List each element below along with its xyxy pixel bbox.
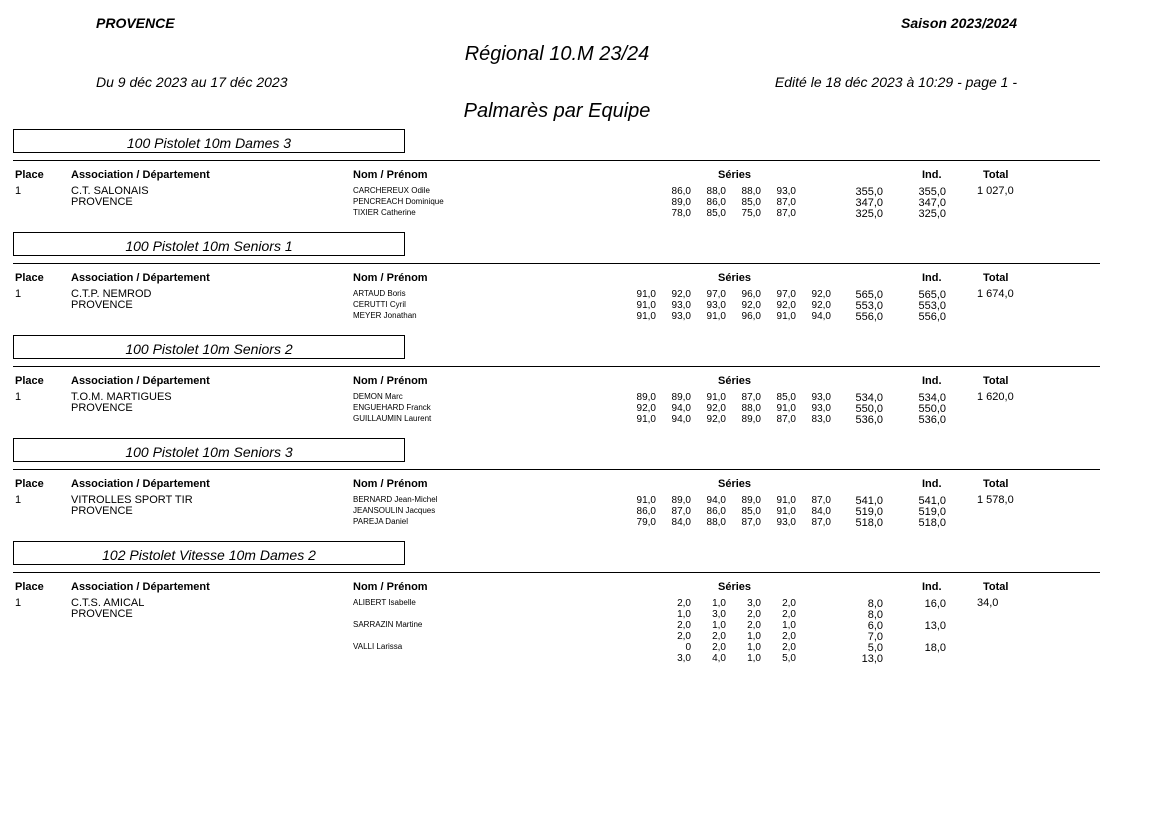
series-score: 92,0 xyxy=(776,300,796,311)
series-score: 87,0 xyxy=(811,517,831,528)
series-score: 91,0 xyxy=(776,311,796,322)
region-label: PROVENCE xyxy=(96,15,175,31)
series-score: 91,0 xyxy=(636,289,656,300)
series-score: 88,0 xyxy=(741,186,761,197)
series-score: 87,0 xyxy=(776,414,796,425)
shooter-name: ARTAUD Boris xyxy=(353,289,406,298)
col-header-name: Nom / Prénom xyxy=(353,478,428,490)
series-score: 92,0 xyxy=(811,289,831,300)
individual-score: 325,0 xyxy=(918,208,946,220)
series-score: 89,0 xyxy=(671,392,691,403)
series-sum: 325,0 xyxy=(855,208,883,220)
date-range: Du 9 déc 2023 au 17 déc 2023 xyxy=(96,74,288,90)
team-club: C.T.P. NEMROD xyxy=(71,288,152,300)
series-score: 89,0 xyxy=(741,495,761,506)
section-divider xyxy=(13,263,1100,264)
team-total: 34,0 xyxy=(977,597,999,609)
col-header-place: Place xyxy=(15,375,44,387)
col-header-total: Total xyxy=(983,375,1009,387)
col-header-name: Nom / Prénom xyxy=(353,169,428,181)
event-title: 100 Pistolet 10m Seniors 1 xyxy=(125,238,293,254)
series-score: 91,0 xyxy=(636,495,656,506)
col-header-series: Séries xyxy=(718,581,752,593)
series-score: 97,0 xyxy=(706,289,726,300)
individual-score: 536,0 xyxy=(918,414,946,426)
series-score: 87,0 xyxy=(776,208,796,219)
section-divider xyxy=(13,160,1100,161)
series-score: 93,0 xyxy=(706,300,726,311)
shooter-name: PAREJA Daniel xyxy=(353,517,408,526)
series-score: 96,0 xyxy=(741,289,761,300)
col-header-series: Séries xyxy=(718,375,752,387)
series-score: 88,0 xyxy=(706,517,726,528)
series-score: 92,0 xyxy=(706,414,726,425)
team-total: 1 027,0 xyxy=(977,185,1014,197)
series-score: 2,0 xyxy=(747,609,761,620)
col-header-total: Total xyxy=(983,272,1009,284)
individual-score: 518,0 xyxy=(918,517,946,529)
team-place: 1 xyxy=(15,288,22,300)
individual-score: 355,0 xyxy=(918,186,946,198)
series-score: 91,0 xyxy=(636,414,656,425)
shooter-name: BERNARD Jean-Michel xyxy=(353,495,438,504)
event-title: 102 Pistolet Vitesse 10m Dames 2 xyxy=(102,547,316,563)
series-score: 79,0 xyxy=(636,517,656,528)
series-score: 2,0 xyxy=(712,631,726,642)
series-score: 86,0 xyxy=(671,186,691,197)
series-sum: 7,0 xyxy=(867,631,883,643)
individual-score: 565,0 xyxy=(918,289,946,301)
series-score: 87,0 xyxy=(741,392,761,403)
col-header-assoc: Association / Département xyxy=(71,375,210,387)
series-score: 92,0 xyxy=(706,403,726,414)
individual-score: 553,0 xyxy=(918,300,946,312)
col-header-ind: Ind. xyxy=(922,581,942,593)
series-score: 85,0 xyxy=(741,197,761,208)
series-score: 93,0 xyxy=(811,403,831,414)
event-title-box xyxy=(13,232,405,256)
series-score: 2,0 xyxy=(782,642,796,653)
series-score: 2,0 xyxy=(677,598,691,609)
series-score: 1,0 xyxy=(677,609,691,620)
series-sum: 8,0 xyxy=(867,598,883,610)
series-score: 92,0 xyxy=(741,300,761,311)
series-score: 83,0 xyxy=(811,414,831,425)
series-score: 91,0 xyxy=(776,495,796,506)
series-score: 91,0 xyxy=(636,300,656,311)
series-score: 84,0 xyxy=(811,506,831,517)
section-divider xyxy=(13,572,1100,573)
series-score: 2,0 xyxy=(747,620,761,631)
series-sum: 519,0 xyxy=(855,506,883,518)
series-score: 93,0 xyxy=(811,392,831,403)
series-score: 1,0 xyxy=(747,631,761,642)
series-score: 87,0 xyxy=(776,197,796,208)
series-score: 89,0 xyxy=(671,495,691,506)
series-sum: 536,0 xyxy=(855,414,883,426)
event-title-box xyxy=(13,541,405,565)
series-sum: 565,0 xyxy=(855,289,883,301)
series-score: 78,0 xyxy=(671,208,691,219)
col-header-place: Place xyxy=(15,272,44,284)
series-score: 91,0 xyxy=(776,403,796,414)
col-header-total: Total xyxy=(983,169,1009,181)
shooter-name: GUILLAUMIN Laurent xyxy=(353,414,432,423)
section-divider xyxy=(13,366,1100,367)
team-club: VITROLLES SPORT TIR xyxy=(71,494,193,506)
team-place: 1 xyxy=(15,391,22,403)
series-score: 94,0 xyxy=(671,403,691,414)
col-header-ind: Ind. xyxy=(922,272,942,284)
col-header-place: Place xyxy=(15,581,44,593)
series-score: 1,0 xyxy=(712,620,726,631)
individual-score: 541,0 xyxy=(918,495,946,507)
event-title-box xyxy=(13,438,405,462)
series-sum: 347,0 xyxy=(855,197,883,209)
series-score: 88,0 xyxy=(706,186,726,197)
series-score: 93,0 xyxy=(776,186,796,197)
series-sum: 553,0 xyxy=(855,300,883,312)
series-score: 86,0 xyxy=(706,197,726,208)
col-header-series: Séries xyxy=(718,169,752,181)
series-sum: 13,0 xyxy=(861,653,883,665)
series-score: 85,0 xyxy=(776,392,796,403)
individual-score: 13,0 xyxy=(924,620,946,632)
series-score: 96,0 xyxy=(741,311,761,322)
series-score: 87,0 xyxy=(811,495,831,506)
individual-score: 556,0 xyxy=(918,311,946,323)
series-score: 75,0 xyxy=(741,208,761,219)
individual-score: 550,0 xyxy=(918,403,946,415)
series-score: 92,0 xyxy=(811,300,831,311)
series-score: 89,0 xyxy=(671,197,691,208)
individual-score: 16,0 xyxy=(924,598,946,610)
shooter-name: SARRAZIN Martine xyxy=(353,620,423,629)
series-score: 2,0 xyxy=(677,620,691,631)
col-header-total: Total xyxy=(983,478,1009,490)
col-header-ind: Ind. xyxy=(922,375,942,387)
shooter-name: DEMON Marc xyxy=(353,392,403,401)
season-label: Saison 2023/2024 xyxy=(901,15,1017,31)
series-score: 3,0 xyxy=(712,609,726,620)
series-score: 5,0 xyxy=(782,653,796,664)
series-score: 92,0 xyxy=(636,403,656,414)
individual-score: 519,0 xyxy=(918,506,946,518)
team-club: T.O.M. MARTIGUES xyxy=(71,391,172,403)
series-score: 2,0 xyxy=(782,631,796,642)
team-place: 1 xyxy=(15,494,22,506)
col-header-series: Séries xyxy=(718,478,752,490)
series-score: 87,0 xyxy=(671,506,691,517)
page-title: Régional 10.M 23/24 xyxy=(464,43,650,65)
individual-score: 18,0 xyxy=(924,642,946,654)
event-title-box xyxy=(13,335,405,359)
col-header-total: Total xyxy=(983,581,1009,593)
series-score: 0 xyxy=(685,642,691,653)
series-sum: 541,0 xyxy=(855,495,883,507)
series-score: 91,0 xyxy=(776,506,796,517)
team-dept: PROVENCE xyxy=(71,402,133,414)
series-score: 97,0 xyxy=(776,289,796,300)
col-header-name: Nom / Prénom xyxy=(353,581,428,593)
series-score: 2,0 xyxy=(782,598,796,609)
individual-score: 347,0 xyxy=(918,197,946,209)
col-header-place: Place xyxy=(15,169,44,181)
series-score: 2,0 xyxy=(712,642,726,653)
event-title: 100 Pistolet 10m Dames 3 xyxy=(126,135,292,151)
col-header-assoc: Association / Département xyxy=(71,272,210,284)
col-header-name: Nom / Prénom xyxy=(353,272,428,284)
event-title-box xyxy=(13,129,405,153)
series-score: 89,0 xyxy=(636,392,656,403)
series-score: 94,0 xyxy=(811,311,831,322)
series-score: 4,0 xyxy=(712,653,726,664)
col-header-name: Nom / Prénom xyxy=(353,375,428,387)
series-score: 93,0 xyxy=(671,300,691,311)
series-score: 89,0 xyxy=(741,414,761,425)
team-place: 1 xyxy=(15,185,22,197)
series-sum: 518,0 xyxy=(855,517,883,529)
team-total: 1 674,0 xyxy=(977,288,1014,300)
series-score: 86,0 xyxy=(706,506,726,517)
series-score: 94,0 xyxy=(706,495,726,506)
shooter-name: CARCHEREUX Odile xyxy=(353,186,430,195)
series-score: 1,0 xyxy=(747,642,761,653)
col-header-place: Place xyxy=(15,478,44,490)
shooter-name: PENCREACH Dominique xyxy=(353,197,444,206)
shooter-name: TIXIER Catherine xyxy=(353,208,416,217)
shooter-name: MEYER Jonathan xyxy=(353,311,417,320)
col-header-assoc: Association / Département xyxy=(71,169,210,181)
col-header-assoc: Association / Département xyxy=(71,478,210,490)
series-sum: 534,0 xyxy=(855,392,883,404)
series-score: 93,0 xyxy=(776,517,796,528)
series-score: 1,0 xyxy=(782,620,796,631)
series-sum: 550,0 xyxy=(855,403,883,415)
series-score: 84,0 xyxy=(671,517,691,528)
series-sum: 6,0 xyxy=(867,620,883,632)
series-score: 94,0 xyxy=(671,414,691,425)
col-header-ind: Ind. xyxy=(922,478,942,490)
shooter-name: VALLI Larissa xyxy=(353,642,403,651)
page-subtitle: Palmarès par Equipe xyxy=(463,100,651,122)
team-total: 1 578,0 xyxy=(977,494,1014,506)
series-score: 85,0 xyxy=(706,208,726,219)
col-header-ind: Ind. xyxy=(922,169,942,181)
series-score: 93,0 xyxy=(671,311,691,322)
section-divider xyxy=(13,469,1100,470)
series-score: 86,0 xyxy=(636,506,656,517)
event-title: 100 Pistolet 10m Seniors 3 xyxy=(125,444,293,460)
team-total: 1 620,0 xyxy=(977,391,1014,403)
shooter-name: JEANSOULIN Jacques xyxy=(353,506,436,515)
series-score: 91,0 xyxy=(706,392,726,403)
series-score: 2,0 xyxy=(677,631,691,642)
team-dept: PROVENCE xyxy=(71,196,133,208)
team-club: C.T.S. AMICAL xyxy=(71,597,145,609)
series-sum: 5,0 xyxy=(867,642,883,654)
series-score: 87,0 xyxy=(741,517,761,528)
series-score: 3,0 xyxy=(677,653,691,664)
team-dept: PROVENCE xyxy=(71,608,133,620)
individual-score: 534,0 xyxy=(918,392,946,404)
series-score: 88,0 xyxy=(741,403,761,414)
series-score: 85,0 xyxy=(741,506,761,517)
edit-info: Edité le 18 déc 2023 à 10:29 - page 1 - xyxy=(774,74,1017,90)
col-header-series: Séries xyxy=(718,272,752,284)
team-club: C.T. SALONAIS xyxy=(71,185,149,197)
team-dept: PROVENCE xyxy=(71,299,133,311)
series-score: 1,0 xyxy=(712,598,726,609)
series-score: 1,0 xyxy=(747,653,761,664)
shooter-name: ENGUEHARD Franck xyxy=(353,403,431,412)
event-title: 100 Pistolet 10m Seniors 2 xyxy=(125,341,293,357)
team-dept: PROVENCE xyxy=(71,505,133,517)
series-score: 91,0 xyxy=(636,311,656,322)
series-sum: 355,0 xyxy=(855,186,883,198)
series-score: 3,0 xyxy=(747,598,761,609)
shooter-name: CERUTTI Cyril xyxy=(353,300,406,309)
series-score: 2,0 xyxy=(782,609,796,620)
series-sum: 8,0 xyxy=(867,609,883,621)
series-score: 92,0 xyxy=(671,289,691,300)
series-score: 91,0 xyxy=(706,311,726,322)
col-header-assoc: Association / Département xyxy=(71,581,210,593)
team-place: 1 xyxy=(15,597,22,609)
shooter-name: ALIBERT Isabelle xyxy=(353,598,416,607)
series-sum: 556,0 xyxy=(855,311,883,323)
